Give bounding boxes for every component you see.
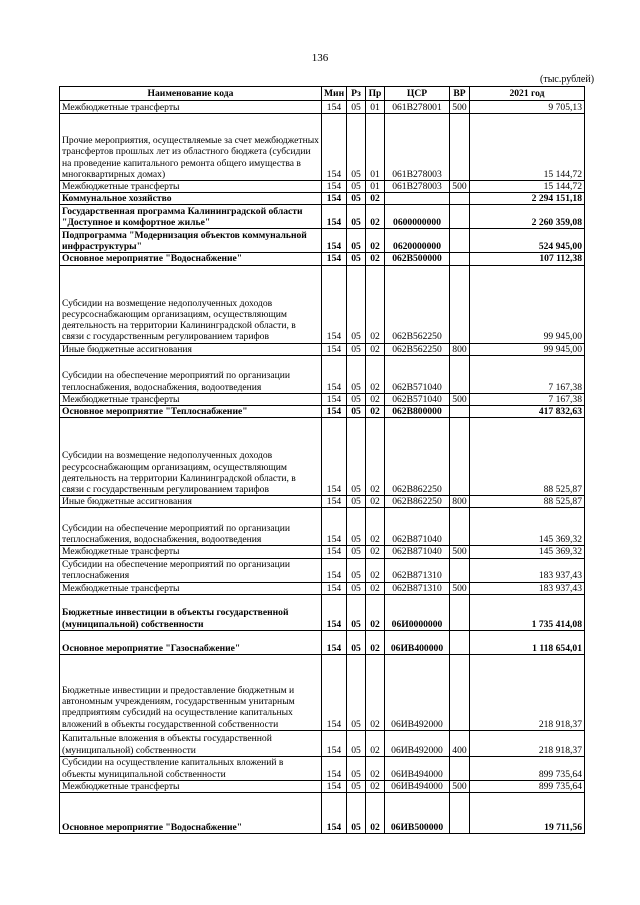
cell-rz: 05: [347, 730, 366, 756]
table-row: [60, 780, 585, 792]
cell-pr: 02: [366, 780, 385, 792]
cell-min: 154: [322, 546, 347, 558]
cell-min: 154: [322, 229, 347, 253]
cell-min: 154: [322, 756, 347, 780]
cell-vr: [450, 508, 470, 546]
cell-csr: 062В571040: [385, 393, 450, 405]
cell-min: 154: [322, 193, 347, 205]
cell-rz: 05: [347, 393, 366, 405]
cell-name: Бюджетные инвестиции и предоставление бюджетным и автономным учреждениям, государственным унитарным предприятиям субсидий на осуществление капитальных вложений в объекты государственной собственности: [60, 654, 322, 730]
cell-csr: 062В871310: [385, 582, 450, 594]
header-pr: Пр: [366, 87, 385, 101]
cell-amount: 183 937,43: [470, 558, 585, 582]
table-row: [60, 114, 585, 181]
cell-rz: 05: [347, 630, 366, 654]
table-row: [60, 793, 585, 834]
cell-amount: 88 525,87: [470, 418, 585, 496]
cell-rz: 05: [347, 582, 366, 594]
cell-csr: 06ИВ400000: [385, 630, 450, 654]
table-row: [60, 418, 585, 496]
cell-pr: 02: [366, 496, 385, 508]
cell-name: Субсидии на обеспечение мероприятий по организации теплоснабжения, водоснабжения, водоотведения: [60, 355, 322, 393]
cell-csr: 0620000000: [385, 229, 450, 253]
cell-amount: 417 832,63: [470, 406, 585, 418]
cell-rz: 05: [347, 508, 366, 546]
cell-amount: 19 711,56: [470, 793, 585, 834]
cell-rz: 05: [347, 193, 366, 205]
table-row: [60, 756, 585, 780]
cell-csr: 062В871040: [385, 546, 450, 558]
cell-vr: [450, 229, 470, 253]
cell-csr: 06ИВ492000: [385, 730, 450, 756]
header-rz: Рз: [347, 87, 366, 101]
cell-rz: 05: [347, 418, 366, 496]
header-name: Наименование кода: [60, 87, 322, 101]
cell-vr: [450, 205, 470, 229]
cell-min: 154: [322, 114, 347, 181]
cell-min: 154: [322, 406, 347, 418]
cell-min: 154: [322, 654, 347, 730]
cell-csr: [385, 193, 450, 205]
cell-amount: 9 705,13: [470, 101, 585, 114]
cell-csr: 062В871040: [385, 508, 450, 546]
cell-pr: 02: [366, 730, 385, 756]
cell-csr: 061В278003: [385, 181, 450, 193]
cell-vr: [450, 654, 470, 730]
cell-rz: 05: [347, 558, 366, 582]
cell-name: Межбюджетные трансферты: [60, 393, 322, 405]
cell-rz: 05: [347, 594, 366, 630]
cell-rz: 05: [347, 205, 366, 229]
cell-csr: 062В800000: [385, 406, 450, 418]
cell-csr: 062В862250: [385, 496, 450, 508]
cell-vr: 500: [450, 181, 470, 193]
table-row: [60, 558, 585, 582]
cell-name: Субсидии на возмещение недополученных доходов ресурсоснабжающим организациям, осуществляющим деятельность на территории Калининградской области, в связи с государственным регулированием тарифов: [60, 418, 322, 496]
cell-min: 154: [322, 594, 347, 630]
cell-rz: 05: [347, 229, 366, 253]
table-row: [60, 730, 585, 756]
cell-min: 154: [322, 418, 347, 496]
cell-pr: 02: [366, 594, 385, 630]
cell-amount: 1 118 654,01: [470, 630, 585, 654]
cell-pr: 02: [366, 229, 385, 253]
cell-min: 154: [322, 265, 347, 343]
cell-vr: 500: [450, 101, 470, 114]
table-row: [60, 265, 585, 343]
header-min: Мин: [322, 87, 347, 101]
cell-amount: 7 167,38: [470, 355, 585, 393]
cell-name: Межбюджетные трансферты: [60, 181, 322, 193]
cell-amount: 183 937,43: [470, 582, 585, 594]
cell-vr: 800: [450, 343, 470, 355]
cell-csr: 062В571040: [385, 355, 450, 393]
cell-amount: 7 167,38: [470, 393, 585, 405]
cell-amount: 218 918,37: [470, 654, 585, 730]
header-vr: ВР: [450, 87, 470, 101]
cell-name: Субсидии на возмещение недополученных доходов ресурсоснабжающим организациям, осуществляющим деятельность на территории Калининградской области, в связи с государственным регулированием тарифов: [60, 265, 322, 343]
cell-rz: 05: [347, 253, 366, 265]
cell-csr: 06И0000000: [385, 594, 450, 630]
cell-pr: 02: [366, 393, 385, 405]
cell-name: Прочие мероприятия, осуществляемые за счет межбюджетных трансфертов прошлых лет из областного бюджета (субсидии на проведение капитального ремонта общего имущества в многоквартирных домах): [60, 114, 322, 181]
cell-csr: 062В862250: [385, 418, 450, 496]
cell-min: 154: [322, 253, 347, 265]
cell-amount: 145 369,32: [470, 546, 585, 558]
table-row: [60, 181, 585, 193]
cell-csr: 062В871310: [385, 558, 450, 582]
cell-amount: 15 144,72: [470, 114, 585, 181]
cell-amount: 2 294 151,18: [470, 193, 585, 205]
table-row: [60, 496, 585, 508]
cell-name: Основное мероприятие "Газоснабжение": [60, 630, 322, 654]
cell-name: Коммунальное хозяйство: [60, 193, 322, 205]
cell-vr: [450, 193, 470, 205]
cell-vr: [450, 253, 470, 265]
table-row: [60, 393, 585, 405]
cell-pr: 02: [366, 546, 385, 558]
budget-table: [59, 86, 585, 834]
table-row: [60, 508, 585, 546]
cell-amount: 99 945,00: [470, 265, 585, 343]
cell-amount: 99 945,00: [470, 343, 585, 355]
table-row: [60, 355, 585, 393]
cell-name: Субсидии на обеспечение мероприятий по организации теплоснабжения, водоснабжения, водоотведения: [60, 508, 322, 546]
table-row: [60, 654, 585, 730]
cell-csr: 06ИВ500000: [385, 793, 450, 834]
table-row: [60, 343, 585, 355]
cell-vr: 500: [450, 780, 470, 792]
cell-rz: 05: [347, 114, 366, 181]
cell-amount: 899 735,64: [470, 780, 585, 792]
cell-name: Межбюджетные трансферты: [60, 101, 322, 114]
cell-amount: 107 112,38: [470, 253, 585, 265]
cell-min: 154: [322, 496, 347, 508]
cell-rz: 05: [347, 406, 366, 418]
cell-amount: 1 735 414,08: [470, 594, 585, 630]
cell-name: Основное мероприятие "Водоснабжение": [60, 253, 322, 265]
cell-csr: 062В562250: [385, 343, 450, 355]
cell-csr: 06ИВ492000: [385, 654, 450, 730]
cell-csr: 062В500000: [385, 253, 450, 265]
cell-pr: 02: [366, 418, 385, 496]
cell-min: 154: [322, 393, 347, 405]
cell-pr: 02: [366, 193, 385, 205]
cell-name: Иные бюджетные ассигнования: [60, 496, 322, 508]
cell-pr: 02: [366, 756, 385, 780]
cell-vr: [450, 265, 470, 343]
cell-vr: 400: [450, 730, 470, 756]
cell-pr: 02: [366, 355, 385, 393]
cell-rz: 05: [347, 756, 366, 780]
cell-rz: 05: [347, 793, 366, 834]
cell-vr: [450, 756, 470, 780]
cell-pr: 02: [366, 654, 385, 730]
cell-name: Основное мероприятие "Теплоснабжение": [60, 406, 322, 418]
table-row: [60, 205, 585, 229]
cell-min: 154: [322, 730, 347, 756]
cell-name: Межбюджетные трансферты: [60, 780, 322, 792]
cell-vr: 500: [450, 582, 470, 594]
cell-min: 154: [322, 793, 347, 834]
cell-pr: 02: [366, 793, 385, 834]
table-row: [60, 582, 585, 594]
cell-rz: 05: [347, 654, 366, 730]
cell-min: 154: [322, 343, 347, 355]
cell-pr: 01: [366, 114, 385, 181]
table-row: [60, 101, 585, 114]
cell-name: Подпрограмма "Модернизация объектов коммунальной инфраструктуры": [60, 229, 322, 253]
cell-amount: 218 918,37: [470, 730, 585, 756]
cell-csr: 062В562250: [385, 265, 450, 343]
cell-min: 154: [322, 205, 347, 229]
cell-amount: 145 369,32: [470, 508, 585, 546]
cell-name: Межбюджетные трансферты: [60, 546, 322, 558]
cell-min: 154: [322, 355, 347, 393]
cell-pr: 02: [366, 265, 385, 343]
cell-vr: [450, 114, 470, 181]
header-csr: ЦСР: [385, 87, 450, 101]
cell-min: 154: [322, 558, 347, 582]
cell-amount: 15 144,72: [470, 181, 585, 193]
cell-pr: 02: [366, 508, 385, 546]
cell-rz: 05: [347, 496, 366, 508]
cell-name: Капитальные вложения в объекты государственной (муниципальной) собственности: [60, 730, 322, 756]
cell-min: 154: [322, 780, 347, 792]
table-header-row: [60, 87, 585, 101]
cell-amount: 2 260 359,08: [470, 205, 585, 229]
cell-min: 154: [322, 630, 347, 654]
table-row: [60, 594, 585, 630]
cell-name: Субсидии на осуществление капитальных вложений в объекты муниципальной собственности: [60, 756, 322, 780]
cell-csr: 0600000000: [385, 205, 450, 229]
table-row: [60, 253, 585, 265]
cell-rz: 05: [347, 181, 366, 193]
cell-vr: [450, 406, 470, 418]
cell-vr: [450, 630, 470, 654]
cell-csr: 06ИВ494000: [385, 756, 450, 780]
cell-amount: 899 735,64: [470, 756, 585, 780]
cell-vr: [450, 418, 470, 496]
cell-rz: 05: [347, 101, 366, 114]
cell-vr: 500: [450, 546, 470, 558]
header-amount: 2021 год: [470, 87, 585, 101]
cell-name: Иные бюджетные ассигнования: [60, 343, 322, 355]
table-row: [60, 406, 585, 418]
cell-pr: 02: [366, 343, 385, 355]
cell-rz: 05: [347, 265, 366, 343]
units-label: (тыс.рублей): [540, 74, 595, 85]
table-row: [60, 630, 585, 654]
cell-vr: [450, 355, 470, 393]
cell-pr: 01: [366, 101, 385, 114]
cell-amount: 524 945,00: [470, 229, 585, 253]
cell-vr: [450, 558, 470, 582]
cell-min: 154: [322, 508, 347, 546]
cell-rz: 05: [347, 780, 366, 792]
cell-pr: 02: [366, 630, 385, 654]
cell-pr: 02: [366, 582, 385, 594]
table-row: [60, 546, 585, 558]
cell-pr: 02: [366, 205, 385, 229]
cell-min: 154: [322, 181, 347, 193]
cell-vr: 500: [450, 393, 470, 405]
cell-min: 154: [322, 101, 347, 114]
cell-pr: 01: [366, 181, 385, 193]
table-row: [60, 229, 585, 253]
cell-csr: 061В278003: [385, 114, 450, 181]
cell-rz: 05: [347, 546, 366, 558]
cell-name: Бюджетные инвестиции в объекты государственной (муниципальной) собственности: [60, 594, 322, 630]
cell-pr: 02: [366, 558, 385, 582]
cell-min: 154: [322, 582, 347, 594]
cell-rz: 05: [347, 355, 366, 393]
page-number: 136: [311, 52, 329, 64]
cell-pr: 02: [366, 406, 385, 418]
cell-rz: 05: [347, 343, 366, 355]
cell-name: Субсидии на обеспечение мероприятий по организации теплоснабжения: [60, 558, 322, 582]
cell-name: Государственная программа Калининградской области "Доступное и комфортное жилье": [60, 205, 322, 229]
cell-csr: 061В278001: [385, 101, 450, 114]
cell-name: Основное мероприятие "Водоснабжение": [60, 793, 322, 834]
cell-csr: 06ИВ494000: [385, 780, 450, 792]
cell-vr: [450, 793, 470, 834]
cell-pr: 02: [366, 253, 385, 265]
table-row: [60, 193, 585, 205]
cell-amount: 88 525,87: [470, 496, 585, 508]
cell-vr: [450, 594, 470, 630]
cell-name: Межбюджетные трансферты: [60, 582, 322, 594]
cell-vr: 800: [450, 496, 470, 508]
